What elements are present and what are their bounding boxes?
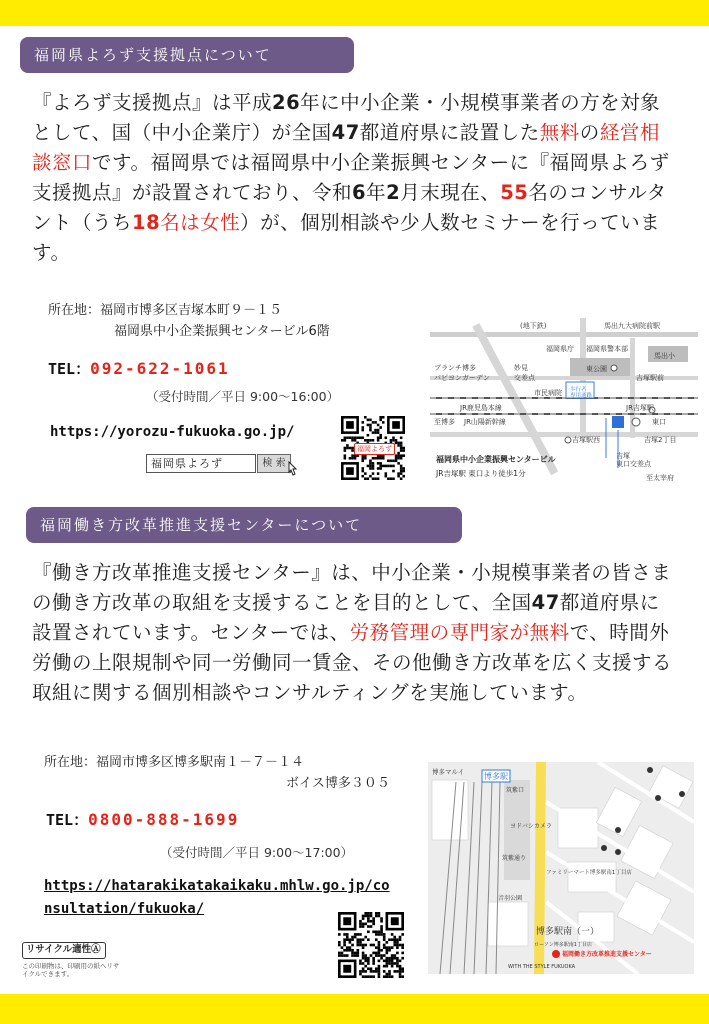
map1-label: 東公園 (586, 365, 607, 373)
pointer-cursor-icon (285, 461, 299, 477)
yorozu-text-segment: 2 (386, 181, 401, 204)
tel-label: TEL： (48, 360, 91, 378)
hatarakikata-text-segment: 都道府県に設置されています。センターでは、 (32, 591, 660, 644)
map1-label: 東口 (652, 418, 666, 426)
tel-label: TEL： (46, 811, 89, 829)
yorozu-search-button[interactable]: 検 索 (257, 454, 291, 473)
hatarakikata-hours: （受付時間／平日 9:00～17:00） (160, 845, 354, 860)
yorozu-address-line2: 福岡県中小企業振興センタービル6階 (114, 324, 330, 339)
yorozu-text-segment: 26 (272, 91, 301, 114)
map1-label: 馬出小 (654, 352, 675, 360)
map2-label: 筑紫通り (502, 855, 527, 862)
map1-label: (地下鉄) (520, 322, 547, 330)
yorozu-address-line1: 所在地：福岡市博多区吉塚本町９－１５ (48, 303, 283, 318)
yorozu-description (32, 88, 672, 268)
yorozu-search-input[interactable]: 福岡県よろず (146, 454, 256, 473)
map1-label: 至太宰府 (646, 474, 674, 482)
bottom-yellow-band (0, 994, 709, 1024)
hatarakikata-text-segment: 労務管理の専門家が無料 (349, 621, 570, 644)
yorozu-tel (48, 358, 230, 379)
top-yellow-band (0, 0, 709, 26)
hatarakikata-address-line1: 所在地：福岡市博多区博多駅南１－７－１４ (44, 755, 305, 770)
yorozu-text-segment: ）が、個別相談や少人数セミナーを行っています。 (32, 211, 661, 264)
hatarakikata-description (32, 558, 672, 708)
map1-label: 吉塚 (616, 452, 630, 460)
yorozu-text-segment: 47 (331, 121, 360, 144)
map1-label: 吉塚駅西 (572, 436, 600, 444)
yorozu-url-link[interactable]: https://yorozu-fukuoka.go.jp/ (50, 424, 295, 440)
yorozu-hours: （受付時間／平日 9:00～16:00） (146, 389, 340, 404)
map2-label: ローソン博多駅南1丁目店 (534, 942, 592, 948)
map1-label: JR山陽新幹線 (464, 418, 506, 426)
yorozu-heading: 福岡県よろず支援拠点について (20, 37, 354, 73)
yorozu-text-segment: 経営相談窓口 (32, 121, 660, 174)
map2-label: 筑紫口 (506, 787, 525, 794)
map1-label: 妙見 (514, 364, 528, 372)
yorozu-text-segment: 18 (132, 211, 161, 234)
hatarakikata-text-segment: 『働き方改革推進支援センター』は、中小企業・小規模事業者の皆さまの働き方改革の取組を支援することを目的として、全国 (32, 561, 672, 614)
map1-label: パピヨンガーデン (434, 374, 490, 382)
map1-label: 福岡県中小企業振興センタービル (436, 455, 556, 464)
map2-label: 博多マルイ (432, 768, 465, 776)
map1-label: ブランチ博多 (434, 364, 476, 372)
map1-label: JR鹿児島本線 (460, 404, 502, 412)
map1-label: 市民病院 (534, 389, 562, 397)
hatarakikata-access-map (428, 762, 694, 974)
map2-label: ファミリーマート博多駅南1丁目店 (546, 870, 632, 876)
map1-label: 福岡県庁 (546, 345, 574, 353)
yorozu-text-segment: 無料 (539, 121, 580, 144)
yorozu-text-segment: 年に中小企業・小規模事業者の方を対象として、国（中小企業庁）が全国 (32, 91, 661, 144)
yorozu-text-segment: 年 (366, 181, 387, 204)
yorozu-text-segment: 6 (352, 181, 367, 204)
yorozu-tel-number[interactable]: 092-622-1061 (90, 359, 230, 378)
url-line[interactable]: https://hatarakikatakaikaku.mhlw.go.jp/co (44, 878, 390, 894)
map1-label: 東口交差点 (616, 460, 651, 468)
map1-label: JR吉塚駅 (626, 404, 654, 412)
url-line[interactable]: nsultation/fukuoka/ (44, 901, 205, 917)
map1-label: 歩行者 (570, 387, 587, 393)
qr-caption: 福岡よろず (354, 443, 395, 455)
yorozu-text-segment: 都道府県に設置した (359, 121, 540, 144)
map1-label: 吉塚駅前 (636, 374, 664, 382)
yorozu-text-segment: 55 (500, 181, 529, 204)
hatarakikata-heading: 福岡働き方改革推進支援センターについて (26, 507, 462, 543)
map1-label: 吉塚2丁目 (644, 436, 677, 444)
hatarakikata-address-line2: ボイス博多３０５ (286, 776, 390, 791)
map1-label: 交差点 (514, 374, 535, 382)
yorozu-text-segment: です。福岡県では福岡県中小企業振興センターに『福岡県よろず支援拠点』が設置されており、令和 (32, 151, 670, 204)
recycle-badge: リサイクル適性Ⓐ (22, 942, 106, 959)
yorozu-text-segment: の (579, 121, 600, 144)
map2-label: WITH THE STYLE FUKUOKA (508, 964, 576, 970)
yorozu-text-segment: 名は女性 (160, 211, 241, 234)
map2-label: 博多駅南（一） (536, 927, 600, 937)
hatarakikata-text-segment: で、時間外労働の上限規制や同一労働同一賃金、その他働き方改革を広く支援する取組に関する個別相談やコンサルティングを実施しています。 (32, 621, 673, 704)
yorozu-access-map (430, 318, 698, 486)
map1-label: JR吉塚駅 東口より徒歩1分 (436, 469, 526, 478)
hatarakikata-tel (46, 809, 239, 830)
yorozu-text-segment: 『よろず支援拠点』は平成 (32, 91, 273, 114)
map2-label: ヨドバシカメラ (510, 823, 552, 830)
recycle-note: この印刷物は、印刷用の紙へリサイクルできます。 (22, 962, 120, 978)
hatarakikata-qr-code[interactable] (338, 912, 404, 978)
map2-label: 博多駅 (484, 772, 508, 781)
hatarakikata-tel-number[interactable]: 0800-888-1699 (88, 810, 240, 829)
map1-label: 至博多 (434, 418, 455, 426)
map2-label: 福岡働き方改革推進支援センター (562, 951, 652, 958)
yorozu-text-segment: 名のコンサルタント（うち (32, 181, 667, 234)
yorozu-text-segment: 月末現在、 (400, 181, 501, 204)
map1-label: 馬出九大病院前駅 (604, 322, 660, 330)
hatarakikata-text-segment: 47 (531, 591, 560, 614)
map1-label: 福岡県警本部 (586, 345, 628, 353)
map2-label: 音羽公園 (498, 895, 523, 902)
map1-label: 専用通路 (570, 393, 593, 399)
